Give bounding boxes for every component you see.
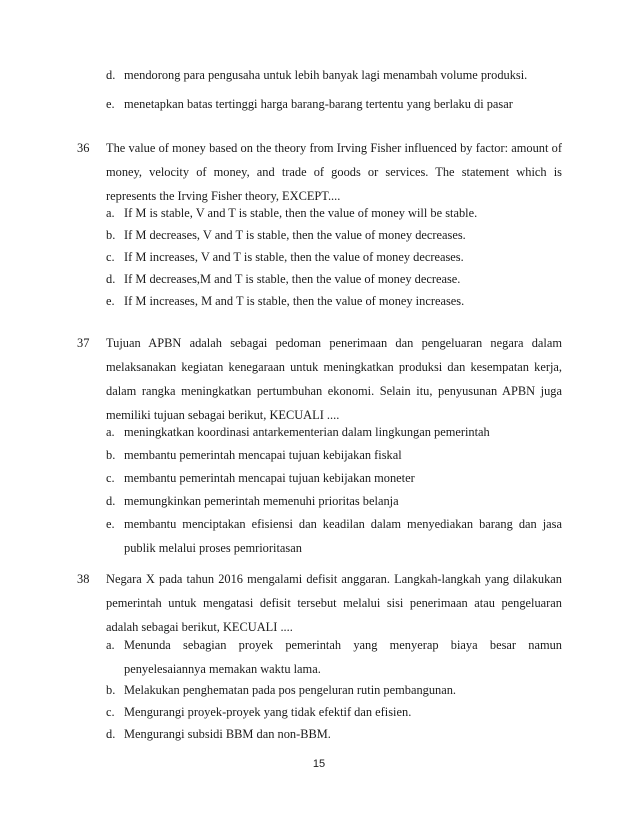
option-text: meningkatkan koordinasi antarkementerian dalam lingkungan pemerintah bbox=[124, 425, 490, 439]
option-letter: b. bbox=[106, 683, 116, 697]
option-text: If M is stable, V and T is stable, then the value of money will be stable. bbox=[124, 206, 478, 220]
option-text: If M increases, V and T is stable, then the value of money decreases. bbox=[124, 250, 464, 264]
option-text: membantu menciptakan efisiensi dan keadilan dalam menyediakan barang dan jasa publik melalui proses pemrioritasan bbox=[124, 517, 562, 555]
option-letter: a. bbox=[106, 638, 115, 652]
page-number: 15 bbox=[312, 758, 326, 770]
option-letter: d. bbox=[106, 68, 116, 82]
option-letter: e. bbox=[106, 294, 115, 308]
question-stem: Tujuan APBN adalah sebagai pedoman penerimaan dan pengeluaran negara dalam melaksanakan kegiatan kenegaraan untuk meningkatkan produksi dan kesempatan kerja, dalam rangka meningkatkan pertumbuhan ekonomi. Selain itu, penyusunan APBN juga memiliki tujuan sebagai berikut, KECUALI .... bbox=[106, 336, 562, 422]
option-letter: a. bbox=[106, 206, 115, 220]
option-text: memungkinkan pemerintah memenuhi prioritas belanja bbox=[124, 494, 399, 508]
option-letter: c. bbox=[106, 471, 115, 485]
question-number: 37 bbox=[77, 336, 90, 350]
option-text: If M decreases,M and T is stable, then the value of money decrease. bbox=[124, 272, 461, 286]
option-letter: d. bbox=[106, 727, 116, 741]
option-letter: d. bbox=[106, 272, 116, 286]
question-number: 38 bbox=[77, 572, 90, 586]
option-text: Mengurangi proyek-proyek yang tidak efektif dan efisien. bbox=[124, 705, 412, 719]
option-letter: d. bbox=[106, 494, 116, 508]
option-text: menetapkan batas tertinggi harga barang-barang tertentu yang berlaku di pasar bbox=[124, 97, 513, 111]
question-stem: Negara X pada tahun 2016 mengalami defisit anggaran. Langkah-langkah yang dilakukan pemerintah untuk mengatasi defisit tersebut melalui sisi penerimaan atau pengeluaran adalah sebagai berikut, KECUALI .... bbox=[106, 572, 562, 634]
option-text: Mengurangi subsidi BBM dan non-BBM. bbox=[124, 727, 331, 741]
option-text: Melakukan penghematan pada pos pengeluran rutin pembangunan. bbox=[124, 683, 457, 697]
option-letter: e. bbox=[106, 517, 115, 531]
option-text: Menunda sebagian proyek pemerintah yang menyerap biaya besar namun penyelesaiannya memakan waktu lama. bbox=[124, 638, 562, 676]
question-stem: The value of money based on the theory from Irving Fisher influenced by factor: amount of money, velocity of money, and trade of goods or services. The statement which is represents the Irving Fisher theory, EXCEPT.... bbox=[106, 141, 562, 203]
option-letter: a. bbox=[106, 425, 115, 439]
option-letter: e. bbox=[106, 97, 115, 111]
option-text: If M increases, M and T is stable, then the value of money increases. bbox=[124, 294, 465, 308]
option-letter: b. bbox=[106, 448, 116, 462]
option-letter: b. bbox=[106, 228, 116, 242]
option-text: membantu pemerintah mencapai tujuan kebijakan moneter bbox=[124, 471, 415, 485]
option-text: mendorong para pengusaha untuk lebih banyak lagi menambah volume produksi. bbox=[124, 68, 528, 82]
option-letter: c. bbox=[106, 705, 115, 719]
option-text: If M decreases, V and T is stable, then the value of money decreases. bbox=[124, 228, 466, 242]
question-number: 36 bbox=[77, 141, 90, 155]
option-text: membantu pemerintah mencapai tujuan kebijakan fiskal bbox=[124, 448, 402, 462]
option-letter: c. bbox=[106, 250, 115, 264]
